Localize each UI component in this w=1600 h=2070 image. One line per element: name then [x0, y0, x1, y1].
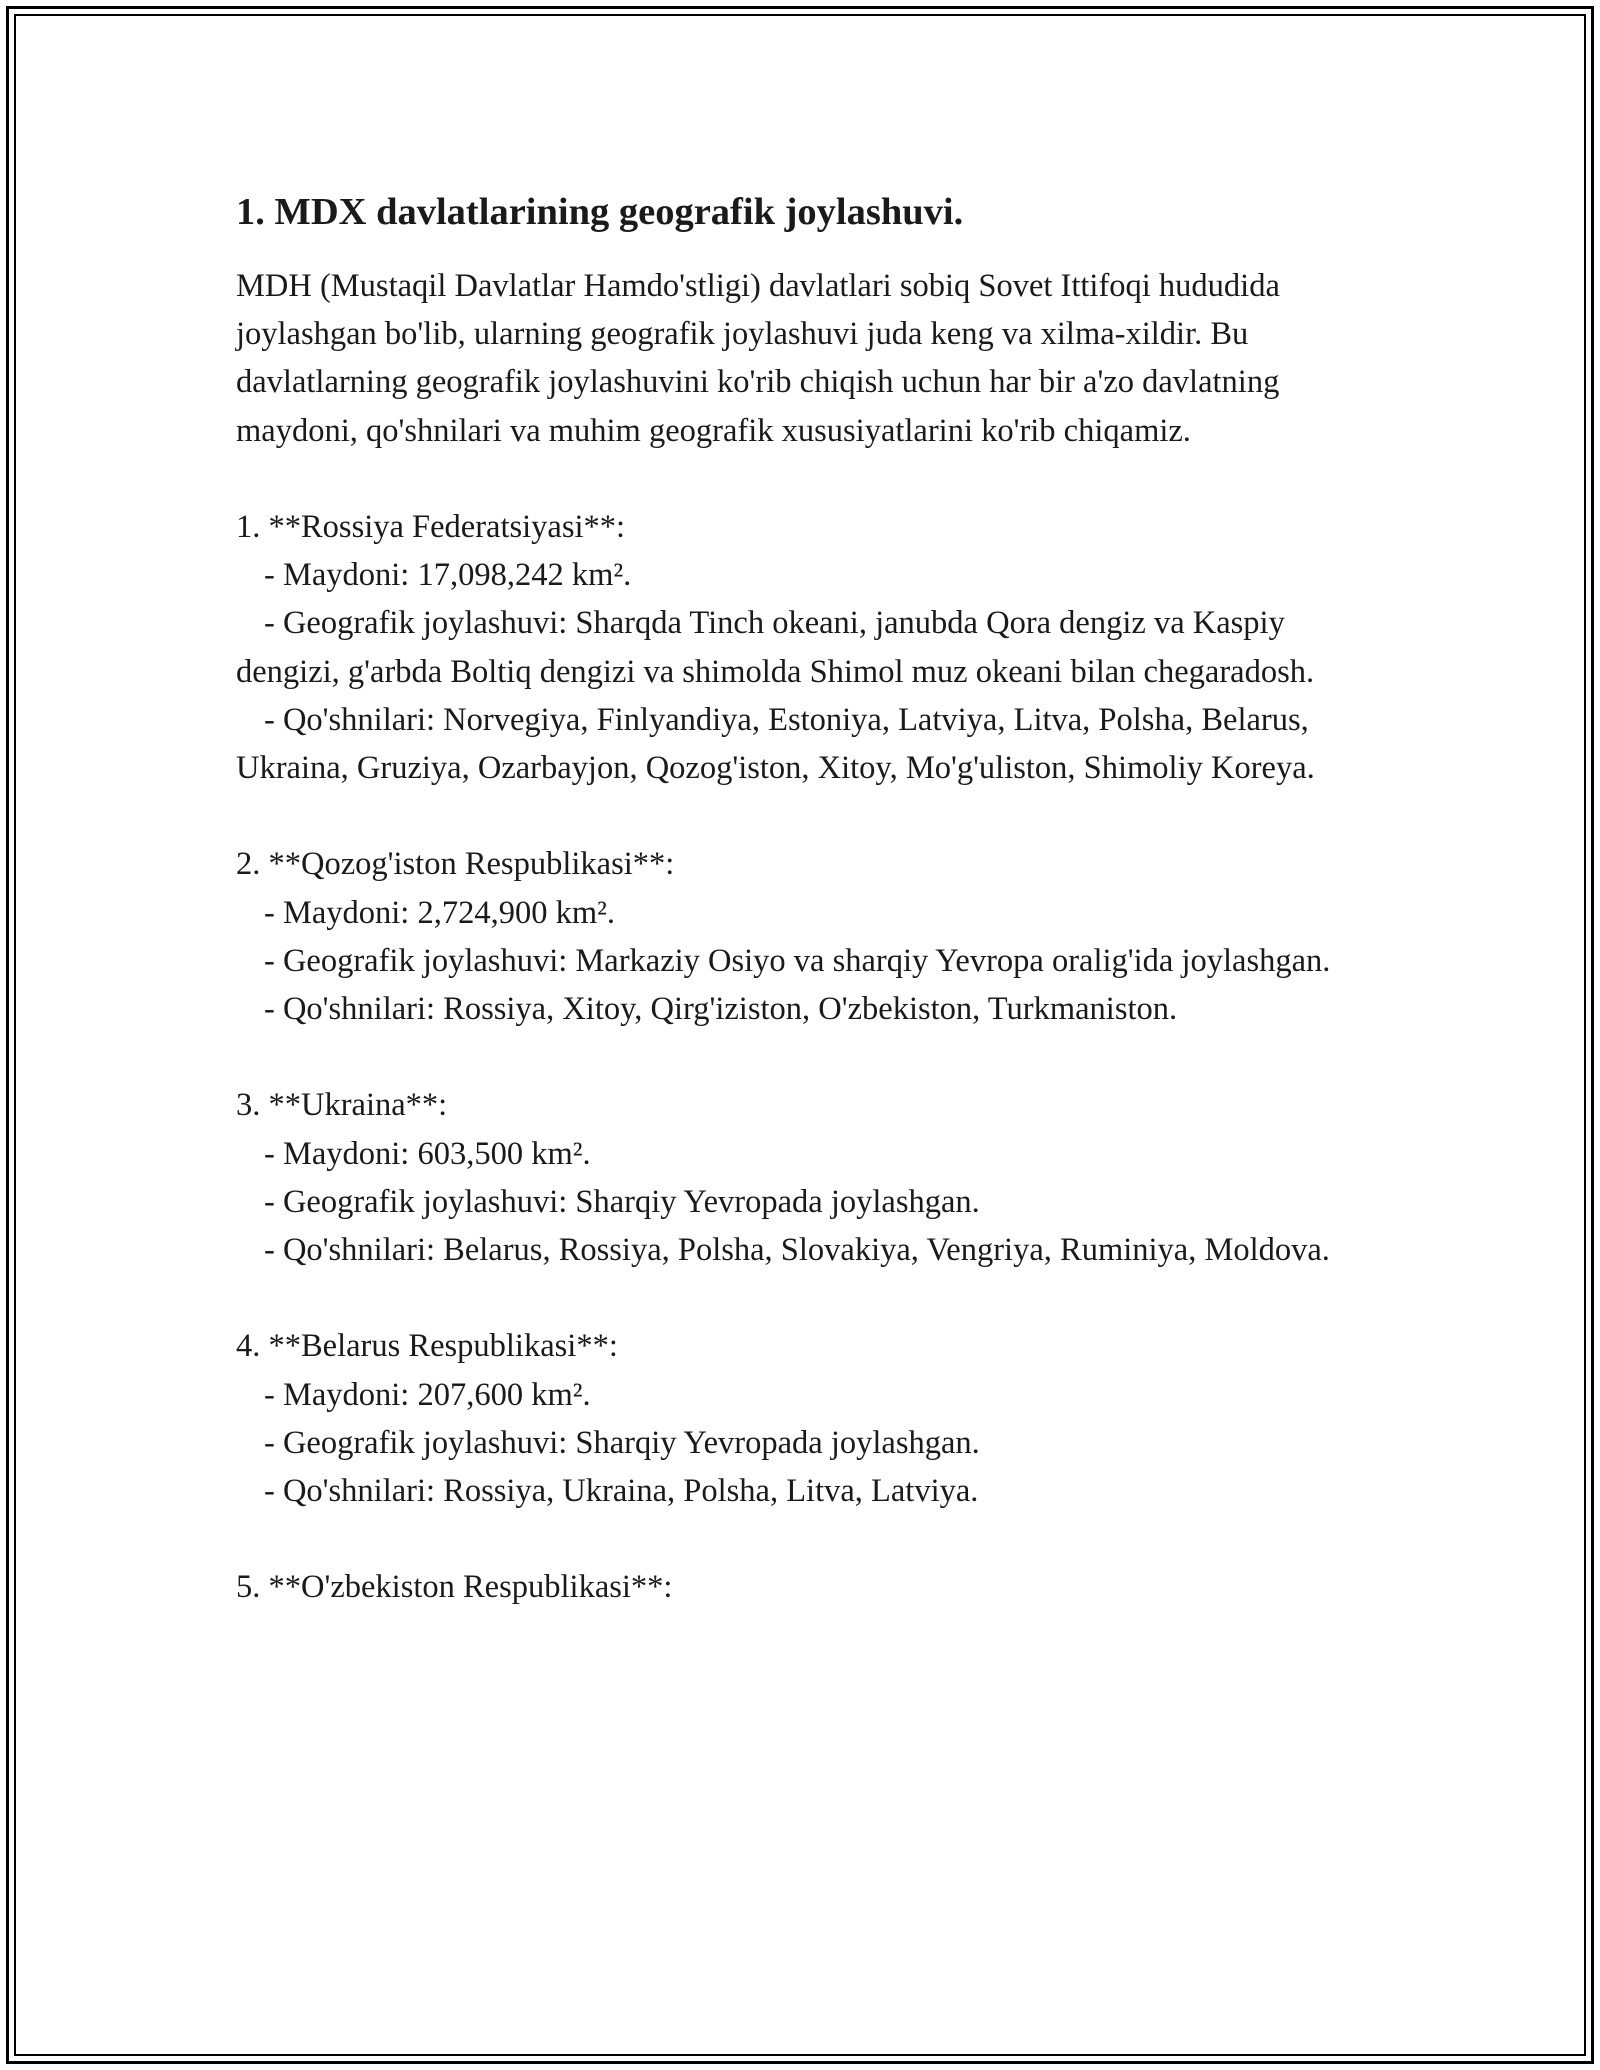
country-neighbors: - Qo'shnilari: Norvegiya, Finlyandiya, Estoniya, Latviya, Litva, Polsha, Belarus, Ukraina, Gruziya, Ozarbayjon, Qozog'iston, Xitoy, Mo'g'uliston, Shimoliy Koreya. [236, 701, 1317, 787]
country-section-belarus [236, 1322, 1396, 1515]
country-heading: 4. **Belarus Respublikasi**: [236, 1328, 618, 1365]
spacer [236, 792, 1396, 840]
country-neighbors: - Qo'shnilari: Belarus, Rossiya, Polsha, Slovakiya, Vengriya, Ruminiya, Moldova. [264, 1232, 1330, 1269]
country-location: - Geografik joylashuvi: Sharqiy Yevropada joylashgan. [264, 1183, 980, 1220]
document-page [236, 188, 1396, 1612]
country-section-ukraine [236, 1081, 1396, 1274]
country-heading: 5. **O'zbekiston Respublikasi**: [236, 1569, 673, 1606]
country-area: - Maydoni: 207,600 km². [264, 1376, 591, 1413]
spacer [236, 455, 1396, 503]
country-neighbors: - Qo'shnilari: Rossiya, Xitoy, Qirg'iziston, O'zbekiston, Turkmaniston. [264, 991, 1178, 1028]
country-section-uzbekistan [236, 1563, 1396, 1611]
country-area: - Maydoni: 2,724,900 km². [264, 894, 615, 931]
country-location: - Geografik joylashuvi: Sharqda Tinch okeani, janubda Qora dengiz va Kaspiy dengizi, g'arbda Boltiq dengizi va shimolda Shimol muz okeani bilan chegaradosh. [236, 605, 1315, 690]
country-heading: 2. **Qozog'iston Respublikasi**: [236, 846, 675, 883]
country-section-kazakhstan [236, 840, 1396, 1033]
country-neighbors: - Qo'shnilari: Rossiya, Ukraina, Polsha, Litva, Latviya. [264, 1473, 979, 1510]
spacer [236, 1515, 1396, 1563]
country-heading: 3. **Ukraina**: [236, 1087, 448, 1124]
spacer [236, 1033, 1396, 1081]
intro-paragraph: MDH (Mustaqil Davlatlar Hamdo'stligi) davlatlari sobiq Sovet Ittifoqi hududida joylashgan bo'lib, ularning geografik joylashuvi juda keng va xilma-xildir. Bu davlatlarning geografik joylashuvini ko'rib chiqish uchun har bir a'zo davlatning maydoni, qo'shnilari va muhim geografik xususiyatlarini ko'rib chiqamiz. [236, 268, 1289, 449]
country-area: - Maydoni: 17,098,242 km². [264, 557, 632, 594]
country-location: - Geografik joylashuvi: Sharqiy Yevropada joylashgan. [264, 1424, 980, 1461]
page-title: 1. MDX davlatlarining geografik joylashuvi. [236, 191, 964, 233]
country-section-russia [236, 503, 1396, 792]
country-heading: 1. **Rossiya Federatsiyasi**: [236, 509, 626, 545]
country-area: - Maydoni: 603,500 km². [264, 1135, 591, 1172]
country-location: - Geografik joylashuvi: Markaziy Osiyo va sharqiy Yevropa oralig'ida joylashgan. [264, 942, 1331, 979]
spacer [236, 1274, 1396, 1322]
